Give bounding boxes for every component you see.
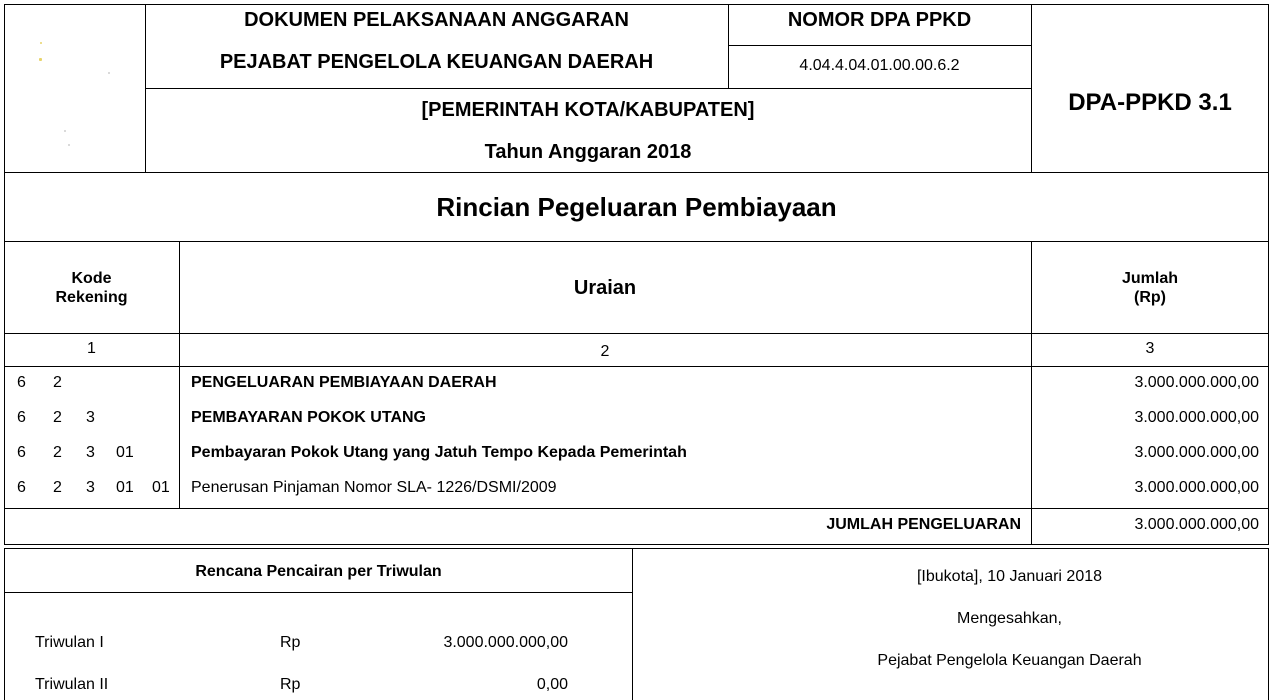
nomor-dpa-label: NOMOR DPA PPKD	[787, 9, 972, 31]
col-kode-line1: Kode	[71, 270, 112, 287]
pencairan-title: Rencana Pencairan per Triwulan	[195, 563, 442, 580]
signature-jabatan: Pejabat Pengelola Keuangan Daerah	[877, 652, 1142, 669]
form-code: DPA-PPKD 3.1	[1068, 89, 1232, 116]
pemerintah-name: [PEMERINTAH KOTA/KABUPATEN]	[421, 99, 755, 121]
kode-segment-3: 3	[86, 444, 95, 461]
pencairan-title-line	[4, 592, 633, 593]
total-value: 3.000.000.000,00	[1134, 516, 1259, 533]
col-uraian-header: Uraian	[573, 277, 637, 299]
triwulan-2-value: 0,00	[536, 676, 568, 693]
kode-segment-2: 2	[53, 444, 62, 461]
doc-title-line1: DOKUMEN PELAKSANAAN ANGGARAN	[244, 9, 629, 31]
row-jumlah: 3.000.000.000,00	[1134, 479, 1259, 496]
col-kode-header	[4, 269, 179, 307]
row-jumlah: 3.000.000.000,00	[1134, 374, 1259, 391]
col-number-2: 2	[600, 343, 610, 360]
table-number-line	[4, 366, 1269, 367]
row-uraian: Penerusan Pinjaman Nomor SLA- 1226/DSMI/2009	[191, 479, 557, 496]
table-total-line	[4, 508, 1269, 509]
row-uraian: PENGELUARAN PEMBIAYAAN DAERAH	[191, 374, 497, 391]
kode-segment-4: 01	[116, 479, 134, 496]
kode-segment-1: 6	[17, 444, 26, 461]
regional-logo	[20, 30, 130, 150]
tahun-anggaran: Tahun Anggaran 2018	[484, 141, 692, 163]
kode-segment-4: 01	[116, 444, 134, 461]
kode-segment-1: 6	[17, 374, 26, 391]
kode-segment-1: 6	[17, 409, 26, 426]
col-kode-line2: Rekening	[55, 289, 128, 306]
signature-mengesahkan: Mengesahkan,	[957, 610, 1062, 627]
row-uraian: PEMBAYARAN POKOK UTANG	[191, 409, 426, 426]
triwulan-2-label: Triwulan II	[35, 676, 109, 693]
triwulan-1-label: Triwulan I	[35, 634, 104, 651]
col-jumlah-line1: Jumlah	[1121, 270, 1178, 287]
kode-segment-2: 2	[53, 409, 62, 426]
nomor-dpa-value: 4.04.4.04.01.00.00.6.2	[799, 57, 960, 74]
col-number-3: 3	[1145, 340, 1155, 357]
doc-title-line2: PEJABAT PENGELOLA KEUANGAN DAERAH	[219, 51, 654, 73]
total-label: JUMLAH PENGELUARAN	[826, 516, 1021, 533]
kode-segment-5: 01	[152, 479, 170, 496]
section-title: Rincian Pegeluaran Pembiayaan	[436, 192, 837, 222]
kode-segment-2: 2	[53, 374, 62, 391]
col-number-1: 1	[87, 340, 96, 357]
triwulan-1-value: 3.000.000.000,00	[443, 634, 568, 651]
row-uraian: Pembayaran Pokok Utang yang Jatuh Tempo Kepada Pemerintah	[191, 444, 687, 461]
kode-segment-1: 6	[17, 479, 26, 496]
signature-place-date: [Ibukota], 10 Januari 2018	[916, 568, 1103, 585]
row-jumlah: 3.000.000.000,00	[1134, 409, 1259, 426]
kode-segment-3: 3	[86, 479, 95, 496]
table-header-line	[4, 333, 1269, 334]
triwulan-2-currency: Rp	[280, 676, 301, 693]
col-jumlah-header	[1031, 269, 1269, 307]
kode-segment-2: 2	[53, 479, 62, 496]
row-jumlah: 3.000.000.000,00	[1134, 444, 1259, 461]
triwulan-1-currency: Rp	[280, 634, 301, 651]
header-line-mid	[145, 88, 1031, 89]
header-line-nomor	[728, 45, 1031, 46]
col-jumlah-line2: (Rp)	[1134, 289, 1166, 306]
kode-segment-3: 3	[86, 409, 95, 426]
